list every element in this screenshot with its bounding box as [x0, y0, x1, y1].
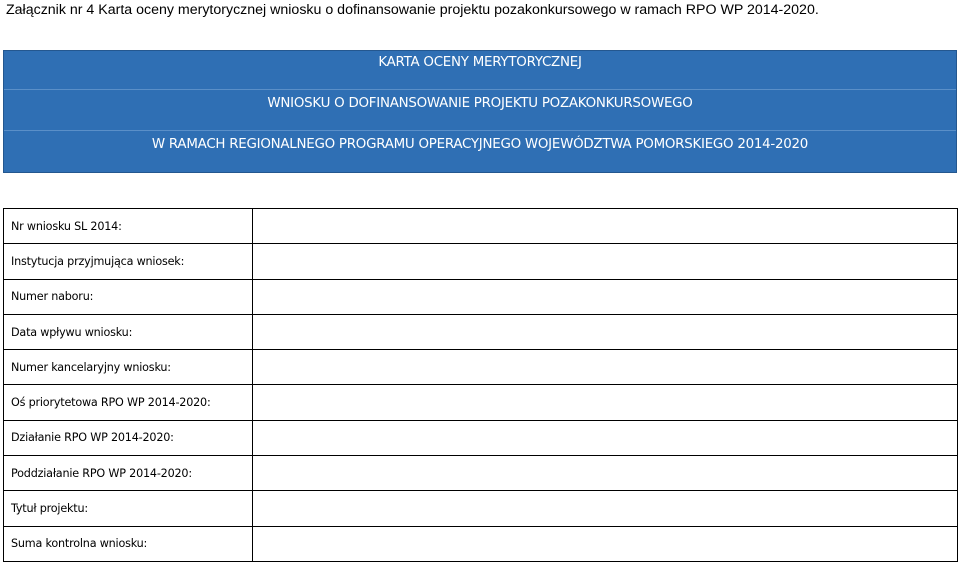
- field-label: Data wpływu wniosku:: [4, 314, 253, 349]
- field-label: Instytucja przyjmująca wniosek:: [4, 244, 253, 279]
- table-row: [4, 420, 958, 455]
- field-value[interactable]: [253, 350, 958, 385]
- field-label: Tytuł projektu:: [4, 491, 253, 526]
- field-value[interactable]: [253, 526, 958, 561]
- field-label: Numer kancelaryjny wniosku:: [4, 350, 253, 385]
- field-label: Działanie RPO WP 2014-2020:: [4, 420, 253, 455]
- field-label: Oś priorytetowa RPO WP 2014-2020:: [4, 385, 253, 420]
- banner-separator: [4, 89, 956, 90]
- application-info-table: [3, 208, 958, 562]
- field-label: Suma kontrolna wniosku:: [4, 526, 253, 561]
- field-value[interactable]: [253, 385, 958, 420]
- header-banner: [3, 50, 957, 173]
- table-row: [4, 314, 958, 349]
- table-row: [4, 491, 958, 526]
- document-title: Załącznik nr 4 Karta oceny merytorycznej wniosku o dofinansowanie projektu pozakonkursowego w ramach RPO WP 2014-2020.: [6, 2, 819, 18]
- field-value[interactable]: [253, 244, 958, 279]
- field-value[interactable]: [253, 491, 958, 526]
- field-value[interactable]: [253, 456, 958, 491]
- banner-separator: [4, 130, 956, 131]
- field-value[interactable]: [253, 209, 958, 244]
- field-label: Poddziałanie RPO WP 2014-2020:: [4, 456, 253, 491]
- field-label: Numer naboru:: [4, 279, 253, 314]
- table-row: [4, 456, 958, 491]
- field-value[interactable]: [253, 279, 958, 314]
- field-value[interactable]: [253, 420, 958, 455]
- field-value[interactable]: [253, 314, 958, 349]
- banner-title-line-3: W RAMACH REGIONALNEGO PROGRAMU OPERACYJNEGO WOJEWÓDZTWA POMORSKIEGO 2014-2020: [151, 137, 809, 152]
- banner-title-line-1: KARTA OCENY MERYTORYCZNEJ: [378, 55, 582, 70]
- table-row: [4, 526, 958, 561]
- field-label: Nr wniosku SL 2014:: [4, 209, 253, 244]
- table-row: [4, 350, 958, 385]
- table-row: [4, 244, 958, 279]
- table-row: [4, 279, 958, 314]
- table-row: [4, 209, 958, 244]
- banner-title-line-2: WNIOSKU O DOFINANSOWANIE PROJEKTU POZAKONKURSOWEGO: [267, 96, 693, 111]
- table-row: [4, 385, 958, 420]
